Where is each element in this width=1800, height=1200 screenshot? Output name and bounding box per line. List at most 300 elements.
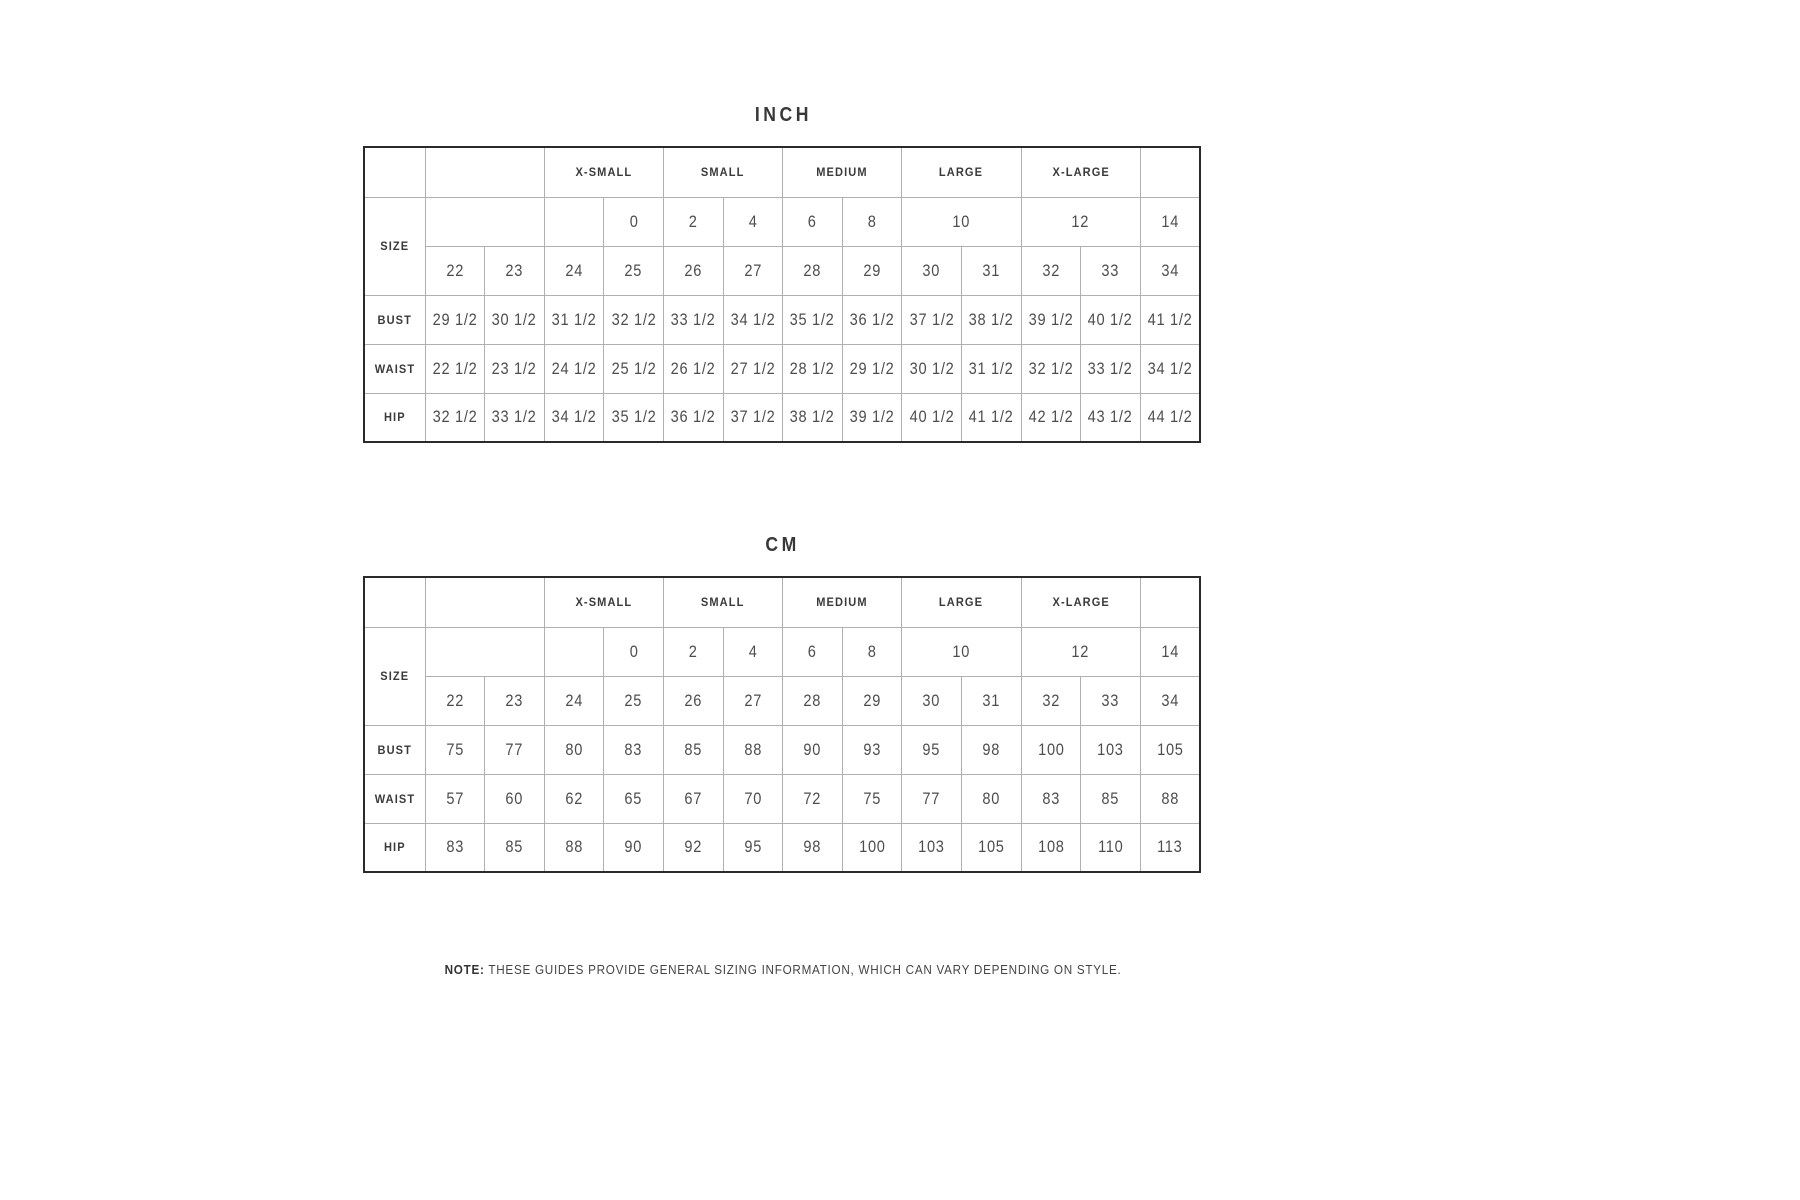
numeric-size-cell: [544, 246, 604, 295]
cell-text: 25: [624, 260, 643, 280]
cell-text: 77: [505, 739, 524, 759]
numeric-size-row: [364, 246, 1200, 295]
measurement-value-cell: [902, 725, 962, 774]
numeric-size-cell: [723, 676, 783, 725]
empty-cell: [425, 627, 544, 676]
cell-text: 88: [1161, 788, 1179, 808]
us-size-cell: [783, 627, 843, 676]
cell-text: 85: [684, 739, 703, 759]
measurement-value-cell: [842, 725, 902, 774]
us-size-cell: [1021, 627, 1140, 676]
cell-text: 43 1/2: [1088, 407, 1133, 427]
measurement-value-cell: [783, 393, 843, 442]
cell-text: 100: [1037, 739, 1065, 759]
cell-text: 29: [863, 260, 881, 280]
measurement-value-cell: [544, 774, 604, 823]
cell-text: 8: [867, 211, 877, 231]
cell-text: 42 1/2: [1028, 407, 1074, 427]
measurement-value-cell: [485, 295, 545, 344]
cell-text: 37 1/2: [909, 309, 955, 329]
cell-text: 32: [1042, 260, 1060, 280]
measurement-value-cell: [1021, 344, 1081, 393]
measurement-value-cell: [723, 774, 783, 823]
cell-text: 33: [1101, 690, 1120, 710]
cell-text: MEDIUM: [816, 165, 868, 180]
cell-text: 83: [1042, 788, 1060, 808]
measurement-value-cell: [1140, 295, 1200, 344]
us-size-cell: [1021, 197, 1140, 246]
numeric-size-cell: [961, 676, 1021, 725]
cell-text: 34 1/2: [730, 309, 776, 329]
measurement-label-cell: [364, 823, 425, 872]
measurement-row: [364, 823, 1200, 872]
cell-text: 2: [688, 641, 698, 661]
us-size-cell: [842, 627, 902, 676]
measurement-value-cell: [663, 344, 723, 393]
cell-text: 4: [748, 641, 758, 661]
cell-text: 34: [1161, 260, 1179, 280]
cell-text: 95: [744, 837, 762, 857]
cell-text: X-LARGE: [1051, 165, 1110, 180]
cell-text: HIP: [383, 410, 406, 425]
cell-text: 4: [748, 211, 758, 231]
cell-text: WAIST: [374, 361, 415, 376]
measurement-value-cell: [723, 725, 783, 774]
us-size-cell: [1140, 197, 1200, 246]
inch-table-title: [363, 103, 1203, 127]
measurement-value-cell: [961, 774, 1021, 823]
cell-text: 8: [867, 641, 877, 661]
measurement-value-cell: [544, 393, 604, 442]
measurement-value-cell: [485, 725, 545, 774]
cell-text: 103: [918, 837, 945, 857]
measurement-value-cell: [961, 344, 1021, 393]
empty-cell: [1140, 577, 1200, 627]
measurement-label-cell: [364, 295, 425, 344]
cell-text: 2: [688, 211, 698, 231]
measurement-value-cell: [1081, 295, 1141, 344]
cell-text: LARGE: [939, 165, 984, 180]
cell-text: 32 1/2: [432, 407, 478, 427]
numeric-size-cell: [1081, 676, 1141, 725]
group-header-cell: [1021, 147, 1140, 197]
cell-text: 37 1/2: [730, 407, 776, 427]
size-guide-page: [363, 103, 1203, 977]
cell-text: 10: [952, 211, 971, 231]
cell-text: 26 1/2: [670, 358, 716, 378]
measurement-value-cell: [1140, 823, 1200, 872]
measurement-value-cell: [723, 823, 783, 872]
measurement-value-cell: [723, 344, 783, 393]
measurement-value-cell: [1021, 774, 1081, 823]
measurement-value-cell: [663, 823, 723, 872]
us-size-cell: [842, 197, 902, 246]
cell-text: X-SMALL: [575, 165, 633, 180]
cell-text: 28: [803, 260, 822, 280]
us-size-cell: [663, 627, 723, 676]
inch-section: [363, 103, 1203, 443]
numeric-size-cell: [1021, 246, 1081, 295]
cell-text: 34 1/2: [1147, 358, 1193, 378]
cell-text: 113: [1157, 837, 1183, 857]
cell-text: 27: [744, 690, 762, 710]
us-size-cell: [723, 197, 783, 246]
measurement-value-cell: [604, 344, 664, 393]
measurement-value-cell: [485, 823, 545, 872]
cell-text: 67: [684, 788, 703, 808]
cell-text: 22 1/2: [432, 358, 478, 378]
numeric-size-cell: [842, 676, 902, 725]
cell-text: 88: [565, 837, 583, 857]
numeric-size-cell: [1140, 676, 1200, 725]
group-header-cell: [544, 577, 663, 627]
cell-text: 41 1/2: [1147, 309, 1193, 329]
numeric-size-cell: [544, 676, 604, 725]
measurement-value-cell: [663, 774, 723, 823]
note-label: NOTE:: [444, 962, 485, 977]
cell-text: 14: [1161, 641, 1179, 661]
cell-text: 85: [505, 837, 524, 857]
measurement-value-cell: [604, 295, 664, 344]
measurement-value-cell: [842, 295, 902, 344]
numeric-size-cell: [485, 246, 545, 295]
measurement-value-cell: [842, 774, 902, 823]
measurement-value-cell: [1081, 823, 1141, 872]
measurement-value-cell: [425, 393, 485, 442]
cell-text: 35 1/2: [790, 309, 835, 329]
cell-text: 38 1/2: [790, 407, 835, 427]
us-size-row: [364, 197, 1200, 246]
measurement-value-cell: [1081, 344, 1141, 393]
cell-text: 110: [1097, 837, 1124, 857]
measurement-value-cell: [842, 393, 902, 442]
measurement-value-cell: [1021, 393, 1081, 442]
note-body: THESE GUIDES PROVIDE GENERAL SIZING INFORMATION, WHICH CAN VARY DEPENDING ON STYLE.: [488, 962, 1122, 977]
group-header-cell: [783, 147, 902, 197]
measurement-value-cell: [783, 344, 843, 393]
measurement-value-cell: [425, 725, 485, 774]
us-size-row: [364, 627, 1200, 676]
measurement-value-cell: [604, 774, 664, 823]
measurement-value-cell: [723, 393, 783, 442]
measurement-value-cell: [604, 725, 664, 774]
cell-text: SMALL: [701, 595, 745, 610]
cell-text: 29 1/2: [432, 309, 478, 329]
measurement-value-cell: [1140, 774, 1200, 823]
cell-text: 12: [1071, 211, 1090, 231]
cell-text: 31: [982, 260, 1001, 280]
cell-text: 22: [445, 690, 464, 710]
numeric-size-cell: [961, 246, 1021, 295]
size-label-cell: [364, 197, 425, 295]
numeric-size-cell: [902, 676, 962, 725]
measurement-value-cell: [902, 823, 962, 872]
cell-text: 25: [624, 690, 643, 710]
cell-text: 0: [629, 211, 639, 231]
cell-text: 36 1/2: [670, 407, 716, 427]
measurement-value-cell: [783, 725, 843, 774]
inch-size-table: [363, 146, 1201, 443]
cell-text: SIZE: [380, 669, 410, 683]
us-size-cell: [1140, 627, 1200, 676]
group-header-cell: [902, 577, 1021, 627]
cm-title-text: CM: [765, 534, 801, 556]
cell-text: 105: [1156, 739, 1184, 759]
cell-text: 24: [565, 260, 583, 280]
measurement-row: [364, 774, 1200, 823]
cell-text: X-SMALL: [575, 595, 633, 610]
us-size-cell: [723, 627, 783, 676]
measurement-value-cell: [961, 725, 1021, 774]
cell-text: 28: [803, 690, 822, 710]
cell-text: 95: [922, 739, 941, 759]
cell-text: 93: [863, 739, 881, 759]
cell-text: 29 1/2: [849, 358, 895, 378]
cell-text: 23: [505, 690, 524, 710]
cell-text: 98: [803, 837, 822, 857]
cell-text: 29: [863, 690, 881, 710]
measurement-value-cell: [544, 823, 604, 872]
cell-text: X-LARGE: [1051, 595, 1110, 610]
measurement-row: [364, 725, 1200, 774]
measurement-value-cell: [961, 393, 1021, 442]
measurement-value-cell: [663, 725, 723, 774]
measurement-value-cell: [544, 344, 604, 393]
cell-text: 88: [744, 739, 762, 759]
cell-text: 10: [952, 641, 971, 661]
measurement-value-cell: [425, 823, 485, 872]
measurement-value-cell: [783, 774, 843, 823]
cell-text: 39 1/2: [849, 407, 895, 427]
measurement-value-cell: [1140, 393, 1200, 442]
cell-text: 27: [744, 260, 762, 280]
us-size-cell: [902, 627, 1021, 676]
numeric-size-cell: [783, 246, 843, 295]
cell-text: 83: [445, 837, 464, 857]
cell-text: 33 1/2: [492, 407, 537, 427]
cell-text: 85: [1101, 788, 1120, 808]
cell-text: 23: [505, 260, 524, 280]
numeric-size-cell: [485, 676, 545, 725]
measurement-label-cell: [364, 393, 425, 442]
cell-text: 6: [808, 641, 817, 661]
numeric-size-cell: [1081, 246, 1141, 295]
cell-text: 33 1/2: [670, 309, 716, 329]
cell-text: 75: [445, 739, 464, 759]
measurement-value-cell: [842, 823, 902, 872]
cell-text: 23 1/2: [492, 358, 537, 378]
cell-text: 22: [445, 260, 464, 280]
measurement-value-cell: [783, 295, 843, 344]
measurement-value-cell: [1081, 393, 1141, 442]
empty-cell: [544, 627, 604, 676]
measurement-label-cell: [364, 344, 425, 393]
measurement-row: [364, 393, 1200, 442]
numeric-size-row: [364, 676, 1200, 725]
numeric-size-cell: [663, 676, 723, 725]
cell-text: 60: [505, 788, 524, 808]
cell-text: 34: [1161, 690, 1179, 710]
cell-text: WAIST: [374, 791, 415, 806]
measurement-label-cell: [364, 774, 425, 823]
cell-text: 25 1/2: [611, 358, 657, 378]
measurement-value-cell: [902, 344, 962, 393]
sizing-note: [363, 962, 1203, 977]
cell-text: 28 1/2: [790, 358, 835, 378]
numeric-size-cell: [723, 246, 783, 295]
measurement-value-cell: [425, 344, 485, 393]
cell-text: 80: [982, 788, 1001, 808]
cm-size-table: [363, 576, 1201, 873]
cell-text: SMALL: [701, 165, 745, 180]
cell-text: 24 1/2: [551, 358, 597, 378]
inch-title-text: INCH: [754, 104, 812, 126]
measurement-value-cell: [723, 295, 783, 344]
cell-text: 35 1/2: [611, 407, 657, 427]
empty-cell: [425, 197, 544, 246]
cell-text: 77: [922, 788, 941, 808]
cell-text: 39 1/2: [1028, 309, 1074, 329]
cell-text: HIP: [383, 840, 406, 855]
cell-text: 24: [565, 690, 583, 710]
us-size-cell: [604, 197, 664, 246]
measurement-label-cell: [364, 725, 425, 774]
cell-text: 32: [1042, 690, 1060, 710]
size-group-row: [364, 147, 1200, 197]
measurement-value-cell: [1021, 823, 1081, 872]
cell-text: 41 1/2: [968, 407, 1014, 427]
numeric-size-cell: [1140, 246, 1200, 295]
cell-text: 92: [684, 837, 703, 857]
cell-text: LARGE: [939, 595, 984, 610]
measurement-value-cell: [783, 823, 843, 872]
cell-text: 12: [1071, 641, 1090, 661]
measurement-value-cell: [961, 823, 1021, 872]
empty-cell: [425, 577, 544, 627]
us-size-cell: [783, 197, 843, 246]
cell-text: 31 1/2: [551, 309, 597, 329]
cell-text: 30 1/2: [909, 358, 955, 378]
cell-text: 65: [624, 788, 643, 808]
measurement-value-cell: [1140, 725, 1200, 774]
cell-text: 31 1/2: [968, 358, 1014, 378]
measurement-value-cell: [604, 393, 664, 442]
corner-cell: [364, 577, 425, 627]
measurement-value-cell: [425, 774, 485, 823]
cm-table-title: [363, 533, 1203, 557]
numeric-size-cell: [663, 246, 723, 295]
cell-text: 33: [1101, 260, 1120, 280]
measurement-value-cell: [902, 393, 962, 442]
us-size-cell: [902, 197, 1021, 246]
size-label-cell: [364, 627, 425, 725]
measurement-row: [364, 344, 1200, 393]
cell-text: 90: [624, 837, 643, 857]
measurement-value-cell: [604, 823, 664, 872]
numeric-size-cell: [783, 676, 843, 725]
empty-cell: [544, 197, 604, 246]
sizing-note-text: [445, 962, 1122, 977]
measurement-value-cell: [902, 774, 962, 823]
cell-text: 33 1/2: [1088, 358, 1133, 378]
us-size-cell: [604, 627, 664, 676]
cell-text: BUST: [377, 312, 412, 327]
measurement-row: [364, 295, 1200, 344]
cell-text: 100: [858, 837, 886, 857]
numeric-size-cell: [842, 246, 902, 295]
cell-text: 0: [629, 641, 639, 661]
cell-text: 30 1/2: [492, 309, 537, 329]
cell-text: 98: [982, 739, 1001, 759]
measurement-value-cell: [485, 393, 545, 442]
measurement-value-cell: [663, 295, 723, 344]
cell-text: MEDIUM: [816, 595, 868, 610]
measurement-value-cell: [961, 295, 1021, 344]
cell-text: 40 1/2: [1088, 309, 1133, 329]
cell-text: 26: [684, 690, 703, 710]
cell-text: 31: [982, 690, 1001, 710]
cell-text: SIZE: [380, 239, 410, 253]
cell-text: 44 1/2: [1147, 407, 1193, 427]
cell-text: 75: [863, 788, 881, 808]
cell-text: 72: [803, 788, 822, 808]
cell-text: 80: [565, 739, 583, 759]
measurement-value-cell: [1081, 725, 1141, 774]
measurement-value-cell: [544, 295, 604, 344]
cm-section: [363, 533, 1203, 873]
corner-cell: [364, 147, 425, 197]
cell-text: 90: [803, 739, 822, 759]
cell-text: 36 1/2: [849, 309, 895, 329]
numeric-size-cell: [1021, 676, 1081, 725]
numeric-size-cell: [425, 676, 485, 725]
us-size-cell: [663, 197, 723, 246]
cell-text: 32 1/2: [1028, 358, 1074, 378]
cell-text: 62: [565, 788, 583, 808]
group-header-cell: [1021, 577, 1140, 627]
cell-text: 108: [1037, 837, 1065, 857]
cell-text: 14: [1161, 211, 1179, 231]
cell-text: 27 1/2: [730, 358, 776, 378]
cell-text: 38 1/2: [968, 309, 1014, 329]
group-header-cell: [663, 577, 782, 627]
cell-text: 70: [744, 788, 762, 808]
measurement-value-cell: [842, 344, 902, 393]
cell-text: 57: [445, 788, 464, 808]
measurement-value-cell: [1021, 725, 1081, 774]
group-header-cell: [544, 147, 663, 197]
measurement-value-cell: [485, 774, 545, 823]
cell-text: 30: [922, 260, 941, 280]
measurement-value-cell: [1140, 344, 1200, 393]
group-header-cell: [902, 147, 1021, 197]
numeric-size-cell: [902, 246, 962, 295]
cell-text: 40 1/2: [909, 407, 955, 427]
cell-text: 103: [1097, 739, 1124, 759]
measurement-value-cell: [1021, 295, 1081, 344]
size-group-row: [364, 577, 1200, 627]
numeric-size-cell: [604, 246, 664, 295]
group-header-cell: [663, 147, 782, 197]
numeric-size-cell: [425, 246, 485, 295]
group-header-cell: [783, 577, 902, 627]
measurement-value-cell: [425, 295, 485, 344]
measurement-value-cell: [902, 295, 962, 344]
measurement-value-cell: [1081, 774, 1141, 823]
cell-text: 26: [684, 260, 703, 280]
empty-cell: [425, 147, 544, 197]
empty-cell: [1140, 147, 1200, 197]
